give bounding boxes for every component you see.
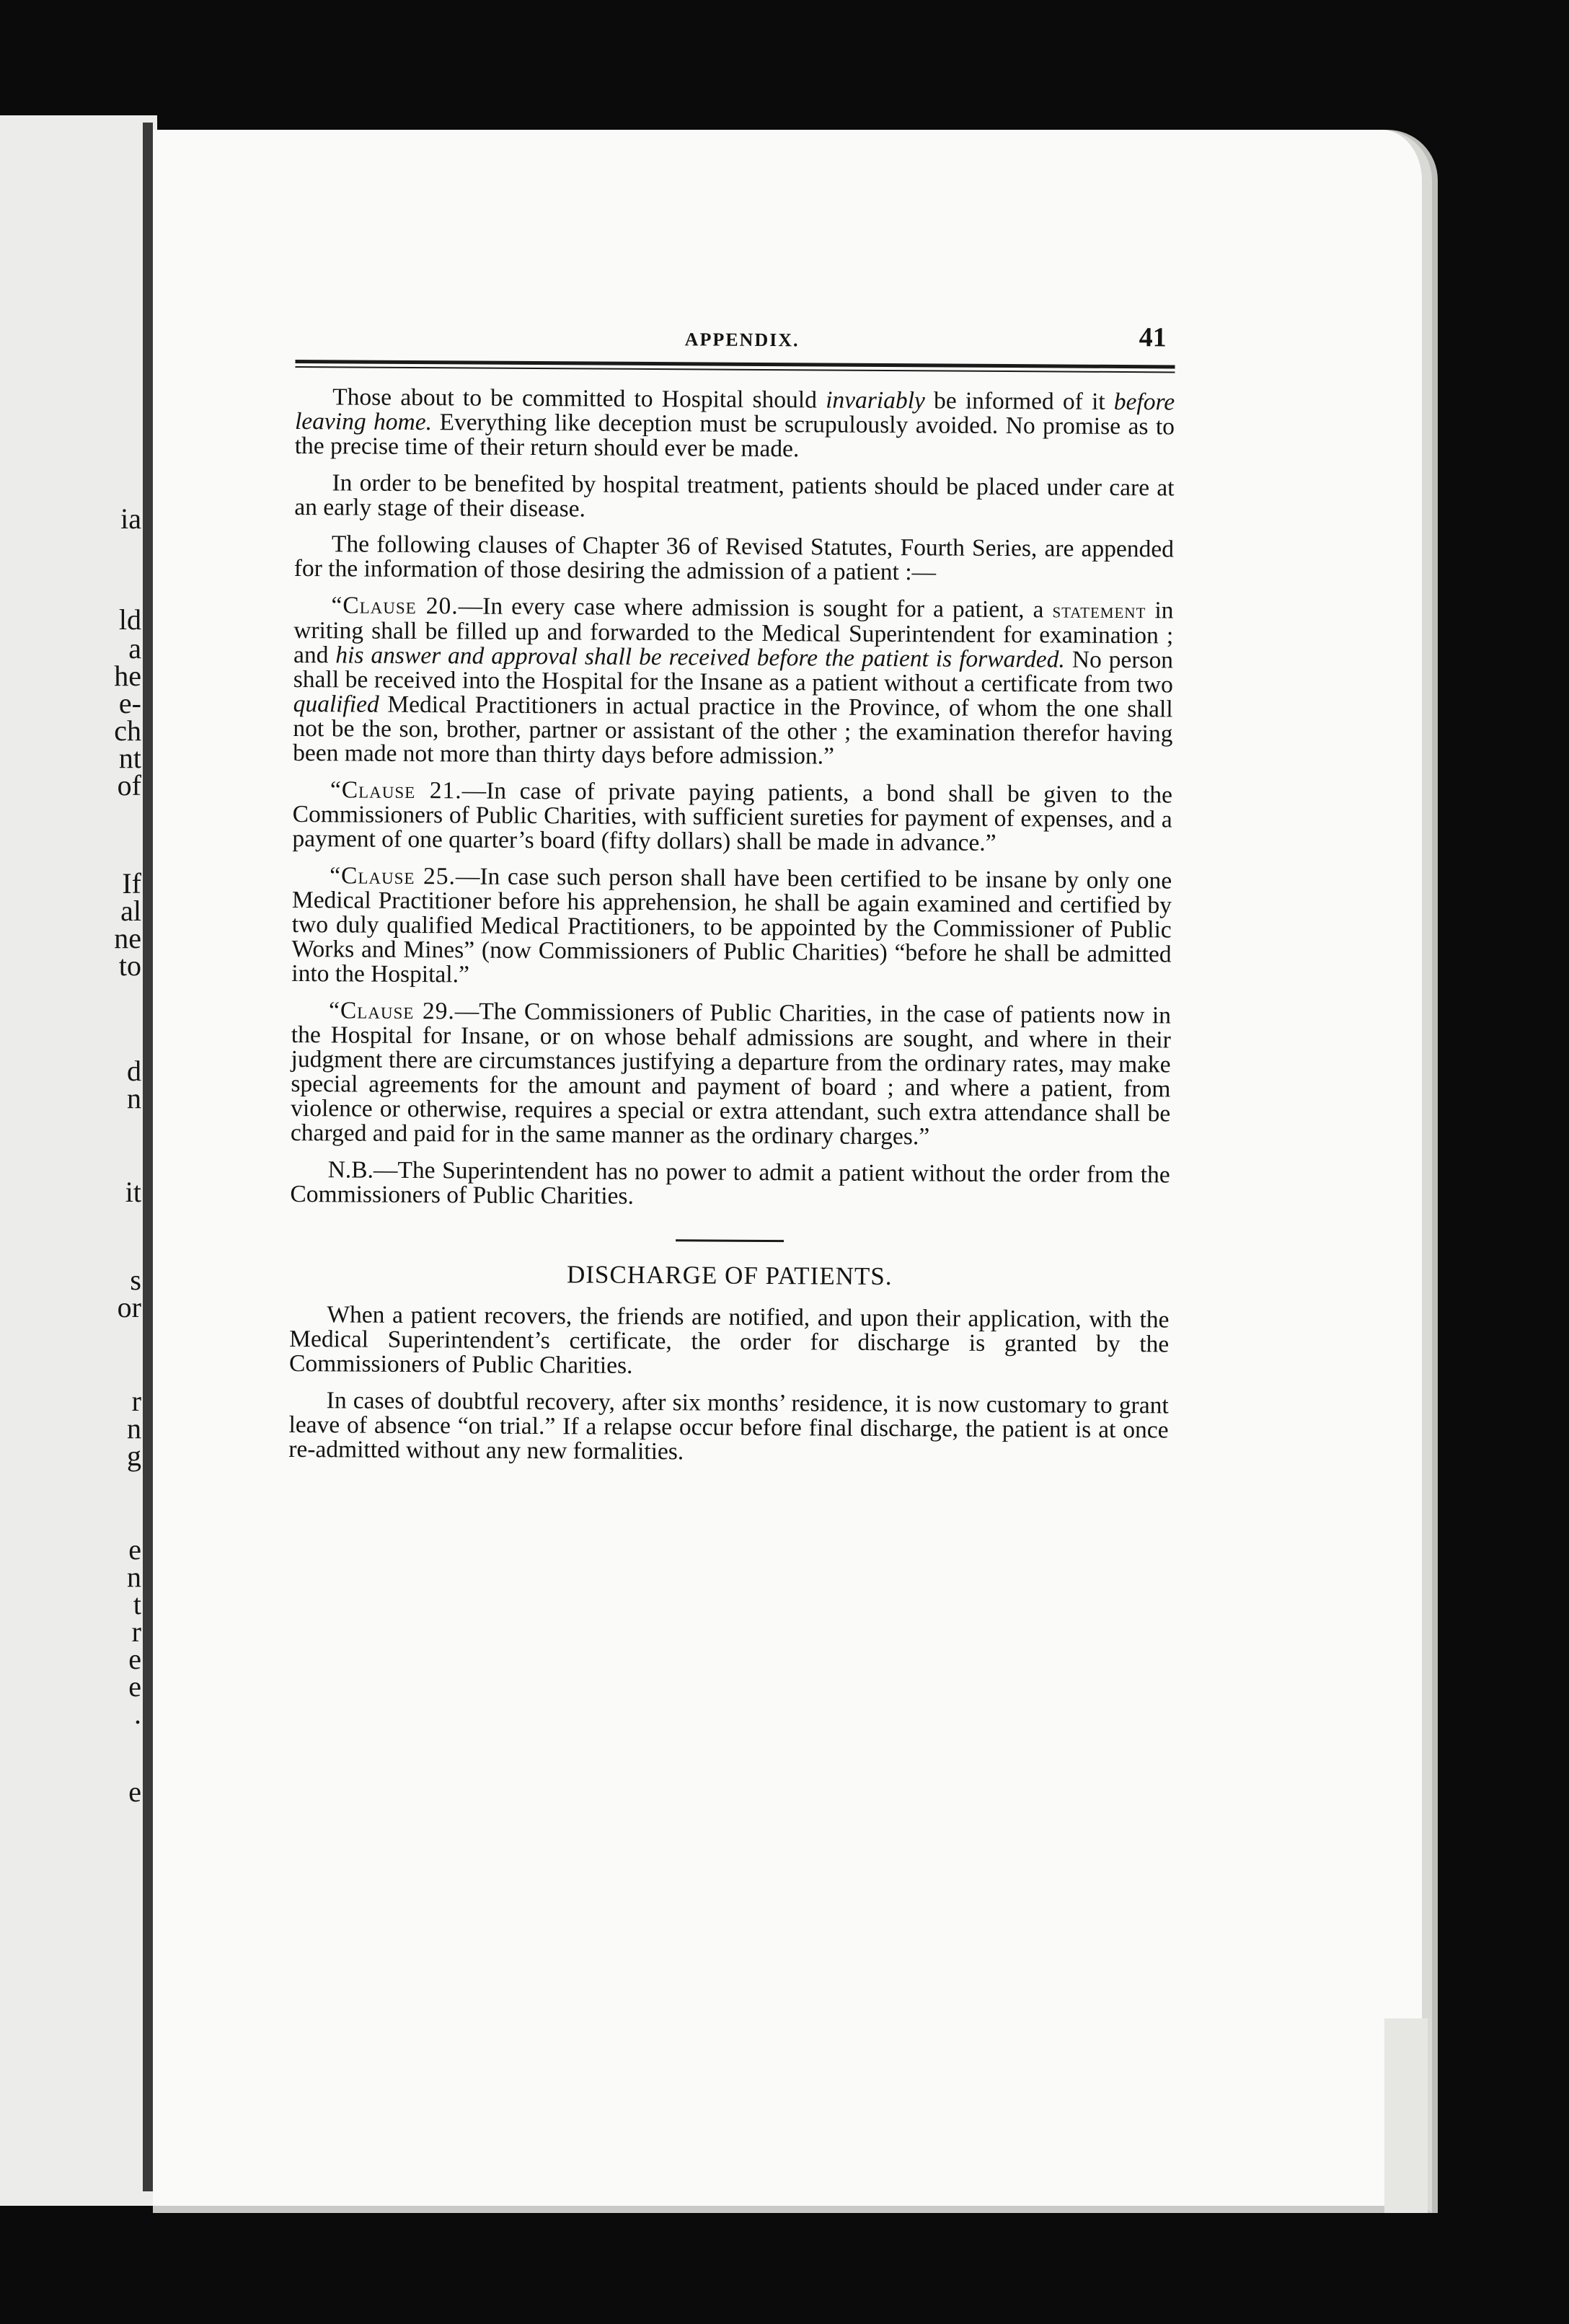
clause-25: “Clause 25.—In case such person shall have been certified to be insane by only one Medical Practitioner before his apprehension, he shall be again examined and certified by two duly qualified Medical Practitioners, to be appointed by the Commissioner of Public Works and Mines” (now Commissioners of Public Charities) “before he shall be admitted into the Hospital.”	[291, 862, 1172, 988]
facing-page-fragment: n	[127, 1412, 141, 1445]
page-number: 41	[1139, 322, 1167, 353]
facing-page-fragment: t	[133, 1588, 141, 1620]
facing-page	[0, 115, 157, 2206]
facing-page-fragment: e	[128, 1643, 141, 1675]
clause-25-label: “Clause 25.	[330, 862, 456, 890]
clause-29-label: “Clause 29.	[328, 997, 455, 1025]
clause-21: “Clause 21.—In case of private paying patients, a bond shall be given to the Commissioners of Public Charities, with sufficient sureties for payment of expenses, and a payment of one quarter’s board (fifty dollars) shall be made in advance.”	[292, 776, 1172, 856]
paragraph-discharge-recovery: When a patient recovers, the friends are notified, and upon their application, with the Medical Superintendent’s certificate, the order for discharge is granted by the Commissioners of Public Charities.	[288, 1301, 1170, 1379]
facing-page-fragment: ne	[114, 922, 141, 954]
section-divider	[676, 1239, 784, 1242]
facing-page-fragment: r	[131, 1385, 141, 1417]
facing-page-fragment: e	[128, 1533, 141, 1566]
paragraph-early-care: In order to be benefited by hospital treatment, patients should be placed under care at an early stage of their disease.	[294, 469, 1175, 523]
clause-29: “Clause 29.—The Commissioners of Public Charities, in the case of patients now in the Hospital for Insane, or on whose behalf admissions are sought, and where in their judgment there are circumstances justifying a departure from the ordinary rates, may make special agreements for the amount and payment of board ; and where a patient, from violence or otherwise, requires a special or extra attendant, such extra attendance shall be charged and paid for in the same manner as the ordinary charges.”	[290, 997, 1172, 1150]
facing-page-fragment: .	[134, 1698, 141, 1730]
facing-page-fragment: n	[127, 1561, 141, 1593]
facing-page-fragment: of	[117, 769, 141, 802]
facing-page-fragment: e	[128, 1670, 141, 1703]
facing-page-fragment: ch	[114, 714, 141, 747]
header-rule	[295, 360, 1175, 373]
running-title: APPENDIX.	[684, 329, 800, 351]
paragraph-clauses-intro: The following clauses of Chapter 36 of Revised Statutes, Fourth Series, are appended for the information of those desiring the admission of a patient :—	[293, 531, 1175, 586]
facing-page-fragment: e	[128, 1775, 141, 1808]
section-heading: DISCHARGE OF PATIENTS.	[566, 1260, 893, 1291]
page-content	[288, 306, 1175, 1479]
page-edge	[1384, 2018, 1428, 2213]
facing-page-fragment: n	[127, 1082, 141, 1114]
clause-21-label: “Clause 21.	[330, 776, 462, 804]
clause-20-label: “Clause 20.	[331, 592, 459, 620]
facing-page-fragment: or	[117, 1291, 141, 1323]
facing-page-fragment: ia	[120, 502, 141, 535]
facing-page-fragment: If	[122, 867, 141, 900]
body-text	[288, 385, 1175, 1467]
facing-page-fragment: s	[130, 1264, 141, 1296]
paragraph-committal: Those about to be committed to Hospital should invariably be informed of it before leaving home. Everything like deception must be scrupulously avoided. No promise as to the precise time of their return should ever be made.	[294, 383, 1175, 463]
nota-bene: N.B.—The Superintendent has no power to admit a patient without the order from the Commissioners of Public Charities.	[290, 1156, 1170, 1210]
page-header	[296, 306, 1175, 353]
paragraph-discharge-trial: In cases of doubtful recovery, after six months’ residence, it is now customary to grant leave of absence “on trial.” If a relapse occur before final discharge, the patient is at once re-admitted without any new formalities.	[288, 1387, 1169, 1465]
facing-page-fragment: nt	[118, 742, 141, 774]
facing-page-fragment: he	[114, 660, 141, 692]
facing-page-fragment: it	[125, 1176, 141, 1208]
clause-20: “Clause 20.—In every case where admission is sought for a patient, a statement in writing shall be filled up and forwarded to the Medical Superintendent for examination ; and his answer and approval shall be received before the patient is forwarded. No person shall be received into the Hospital for the Insane as a patient without a certificate from two qualified Medical Practitioners in actual practice in the Province, of whom the one shall not be the son, brother, partner or assistant of the other ; the examination therefor having been made not more than thirty days before admission.”	[293, 592, 1174, 770]
facing-page-fragment: g	[127, 1440, 141, 1472]
facing-page-fragment: al	[120, 895, 141, 927]
book-gutter	[143, 123, 153, 2191]
facing-page-fragment: e-	[118, 687, 141, 719]
facing-page-fragment: d	[127, 1055, 141, 1087]
facing-page-fragment: ld	[118, 603, 141, 636]
facing-page-fragment: r	[131, 1615, 141, 1648]
facing-page-fragment: to	[118, 949, 141, 982]
facing-page-fragment: a	[128, 632, 141, 665]
